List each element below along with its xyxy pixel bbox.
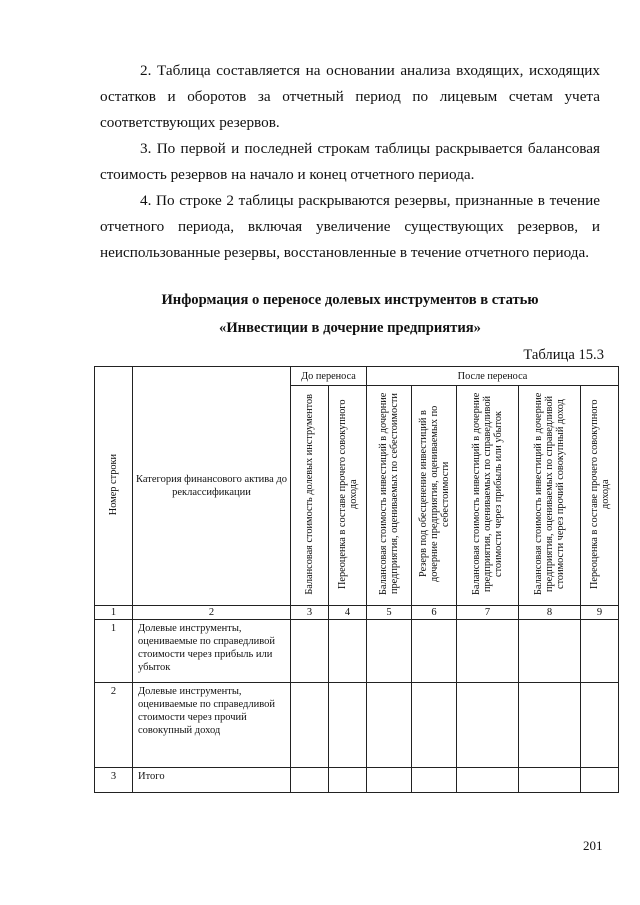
table-heading-line-1: Информация о переносе долевых инструментов в статью xyxy=(161,292,539,308)
column-number: 7 xyxy=(457,606,519,620)
column-header-6: Резерв под обесценение инвестиций в дочерние предприятия, оцениваемых по себестоимости xyxy=(412,386,457,606)
table-row xyxy=(95,683,619,768)
empty-cell xyxy=(367,620,412,683)
paragraph-2: 2. Таблица составляется на основании анализа входящих, исходящих остатков и оборотов за отчетный период по лицевым счетам учета соответствующих резервов. xyxy=(100,62,600,131)
empty-cell xyxy=(519,768,581,793)
empty-cell xyxy=(457,768,519,793)
row-number: 3 xyxy=(95,768,133,793)
paragraph-4: 4. По строке 2 таблицы раскрываются резервы, признанные в течение отчетного периода, включая увеличение существующих резервов, и неиспользованные резервы, восстановленные в течение отчетного периода. xyxy=(100,192,600,261)
row-number-header: Номер строки xyxy=(108,453,119,516)
row-number: 2 xyxy=(95,683,133,768)
empty-cell xyxy=(367,768,412,793)
before-transfer-header: До переноса xyxy=(291,367,367,386)
after-transfer-header: После переноса xyxy=(367,367,619,386)
column-number: 9 xyxy=(581,606,619,620)
empty-cell xyxy=(412,768,457,793)
empty-cell xyxy=(329,768,367,793)
row-number: 1 xyxy=(95,620,133,683)
column-number: 1 xyxy=(95,606,133,620)
row-category: Долевые инструменты, оцениваемые по справедливой стоимости через прибыль или убыток xyxy=(133,620,291,683)
empty-cell xyxy=(457,683,519,768)
empty-cell xyxy=(367,683,412,768)
row-number-header-cell xyxy=(95,367,133,606)
column-number: 4 xyxy=(329,606,367,620)
empty-cell xyxy=(291,683,329,768)
empty-cell xyxy=(581,683,619,768)
column-number: 6 xyxy=(412,606,457,620)
empty-cell xyxy=(412,683,457,768)
empty-cell xyxy=(329,683,367,768)
empty-cell xyxy=(457,620,519,683)
row-category: Долевые инструменты, оцениваемые по справедливой стоимости через прочий совокупный доход xyxy=(133,683,291,768)
column-header-9: Переоценка в составе прочего совокупного дохода xyxy=(581,386,619,606)
column-header-4: Переоценка в составе прочего совокупного дохода xyxy=(329,386,367,606)
column-header-8: Балансовая стоимость инвестиций в дочерние предприятия, оцениваемых по справедливой стоимости через прочий совокупный доход xyxy=(519,386,581,606)
column-number: 8 xyxy=(519,606,581,620)
column-header-3: Балансовая стоимость долевых инструментов xyxy=(291,386,329,606)
table-heading-line-2: «Инвестиции в дочерние предприятия» xyxy=(219,320,481,336)
empty-cell xyxy=(291,620,329,683)
column-number-row xyxy=(95,606,619,620)
category-header: Категория финансового актива до реклассификации xyxy=(133,367,291,606)
column-header-7: Балансовая стоимость инвестиций в дочерние предприятия, оцениваемых по справедливой стоимости через прибыль или убыток xyxy=(457,386,519,606)
empty-cell xyxy=(519,620,581,683)
column-header-5: Балансовая стоимость инвестиций в дочерние предприятия, оцениваемых по себестоимости xyxy=(367,386,412,606)
empty-cell xyxy=(412,620,457,683)
empty-cell xyxy=(291,768,329,793)
paragraph-3: 3. По первой и последней строкам таблицы раскрывается балансовая стоимость резервов на начало и конец отчетного периода. xyxy=(100,140,600,183)
reclassification-table xyxy=(94,366,619,793)
empty-cell xyxy=(581,620,619,683)
row-category: Итого xyxy=(133,768,291,793)
page-number: 201 xyxy=(583,838,603,853)
column-number: 2 xyxy=(133,606,291,620)
column-number: 3 xyxy=(291,606,329,620)
column-number: 5 xyxy=(367,606,412,620)
table-row xyxy=(95,620,619,683)
table-number: Таблица 15.3 xyxy=(523,347,604,363)
empty-cell xyxy=(581,768,619,793)
empty-cell xyxy=(519,683,581,768)
table-row xyxy=(95,768,619,793)
empty-cell xyxy=(329,620,367,683)
